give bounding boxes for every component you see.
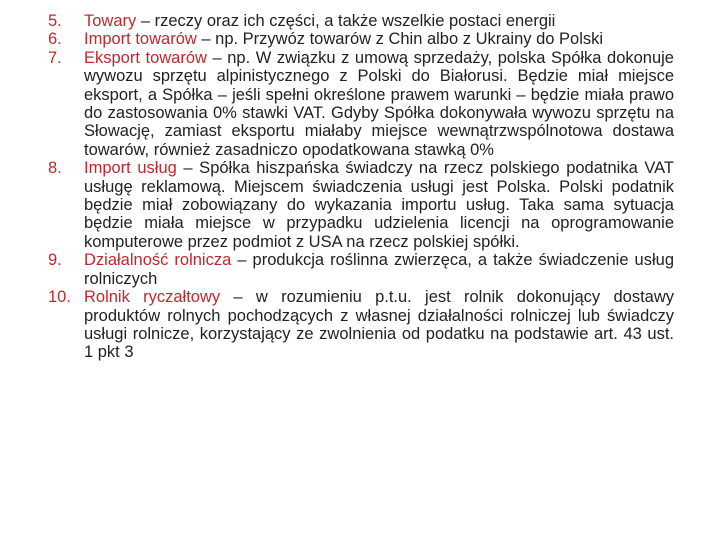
item-body (84, 251, 674, 288)
item-number: 8. (48, 159, 62, 178)
list-item-rolnik-ryczaltowy (48, 288, 674, 362)
item-text: – produkcja roślinna zwierzęca, a także świadczenie usług rolniczych (84, 251, 675, 288)
item-text: – np. Przywóz towarów z Chin albo z Ukrainy do Polski (196, 30, 604, 49)
item-term: Towary (84, 12, 137, 30)
list-item-import-towarow (48, 30, 674, 48)
item-text: – w rozumieniu p.t.u. jest rolnik dokonujący dostawy produktów rolnych pochodzących z własnej działalności rolniczej lub świadczy usługi rolnicze, korzystający ze zwolnienia od podatku na podstawie art. 43 ust. 1 pkt 3 (84, 288, 674, 362)
item-number: 6. (48, 30, 62, 49)
item-number: 7. (48, 48, 62, 67)
item-body (84, 49, 674, 159)
definitions-list (48, 12, 674, 362)
item-number: 9. (48, 251, 62, 270)
list-item-towary (48, 12, 674, 30)
item-term: Import towarów (84, 30, 197, 49)
item-text: – rzeczy oraz ich części, a także wszelkie postaci energii (136, 12, 556, 30)
item-term: Import usług (84, 159, 177, 178)
list-item-import-uslug (48, 159, 674, 251)
list-item-dzialalnosc-rolnicza (48, 251, 674, 288)
item-body (84, 30, 674, 48)
item-body (84, 159, 674, 251)
item-body (84, 288, 674, 362)
item-text: – np. W związku z umową sprzedaży, polska Spółka dokonuje wywozu sprzętu alpinistycznego z Polski do Białorusi. Będzie miał miejsce eksport, a Spółka – jeśli spełni określone prawem warunki – będzie miała prawo do zastosowania 0% stawki VAT. Gdyby Spółka dokonywała wywozu sprzętu na Słowację, zamiast eksportu miałaby miejsce wewnątrzwspólnotowa dostawa towarów, również zasadniczo opodatkowana stawką 0% (84, 48, 674, 159)
item-number: 5. (48, 12, 62, 30)
item-term: Eksport towarów (84, 48, 207, 67)
item-body (84, 12, 674, 30)
item-text: – Spółka hiszpańska świadczy na rzecz polskiego podatnika VAT usługę reklamową. Miejscem świadczenia usługi jest Polska. Polski podatnik będzie miał zobowiązany do wykazania importu usług. Taka sama sytuacja będzie miała miejsce w przypadku udzielenia licencji na oprogramowanie komputerowe przez podmiot z USA na rzecz polskiej spółki. (84, 159, 674, 251)
list-item-eksport-towarow (48, 49, 674, 159)
item-number: 10. (48, 288, 71, 307)
item-term: Działalność rolnicza (84, 251, 232, 270)
item-term: Rolnik ryczałtowy (84, 288, 221, 307)
